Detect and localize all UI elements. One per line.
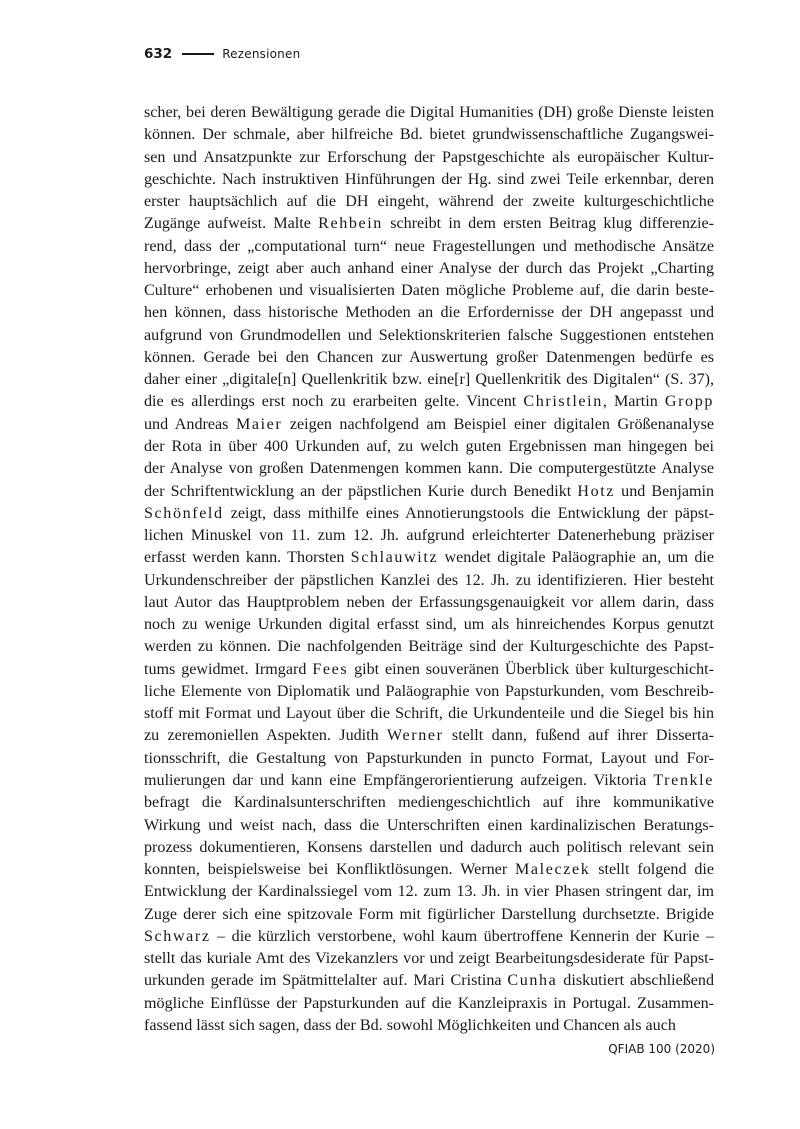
text-line xyxy=(144,859,714,881)
text-segment: die es allerdings erst noch zu erarbeiten gelte. Vincent xyxy=(144,393,524,411)
text-line xyxy=(144,614,714,636)
text-segment: mulierungen dar und kann eine Empfängerorientierung aufzeigen. Viktoria xyxy=(144,771,654,789)
text-segment: tionsschrift, die Gestaltung von Papsturkunden in puncto Format, Layout und For- xyxy=(144,749,714,767)
text-line xyxy=(144,815,714,837)
text-line xyxy=(144,792,714,814)
text-segment: Zuge derer sich eine spitzovale Form mit figürlicher Darstellung durchsetzte. Brigide xyxy=(144,905,714,923)
text-line xyxy=(144,481,714,503)
text-segment: Culture“ erhobenen und visualisierten Daten mögliche Probleme auf, die darin beste- xyxy=(144,282,714,300)
text-segment: lichen Minuskel von 11. zum 12. Jh. aufgrund erleichterter Datenerhebung präziser xyxy=(144,527,714,545)
text-segment: – die kürzlich verstorbene, wohl kaum übertroffene Kennerin der Kurie – xyxy=(210,927,714,945)
text-segment: daher einer „digitale[n] Quellenkritik bzw. eine[r] Quellenkritik des Digitalen“ (S. 37), xyxy=(144,371,714,389)
text-line xyxy=(144,169,714,191)
text-segment: der Analyse von großen Datenmengen kommen kann. Die computergestützte Analyse xyxy=(144,460,714,478)
text-segment: wendet digitale Paläographie an, um die xyxy=(438,549,714,567)
author-name: Maleczek xyxy=(515,861,591,879)
text-line xyxy=(144,347,714,369)
text-segment: noch zu wenige Urkunden digital erfasst sind, um als hinreichendes Korpus genutzt xyxy=(144,616,714,634)
author-name: Christlein xyxy=(523,393,603,411)
text-line xyxy=(144,703,714,725)
text-line xyxy=(144,391,714,413)
text-segment: erfasst werden kann. Thorsten xyxy=(144,549,351,567)
text-line xyxy=(144,213,714,235)
text-line xyxy=(144,948,714,970)
text-line xyxy=(144,302,714,324)
review-body-text xyxy=(144,102,714,1034)
author-name: Schlauwitz xyxy=(350,549,439,567)
text-line xyxy=(144,458,714,480)
text-segment: geschichte. Nach instruktiven Hinführungen der Hg. sind zwei Teile erkennbar, deren xyxy=(144,170,714,188)
text-line xyxy=(144,191,714,213)
text-segment: der Schriftentwicklung an der päpstlichen Kurie durch Benedikt xyxy=(144,482,578,500)
text-segment: können. Der schmale, aber hilfreiche Bd. bietet grundwissenschaftliche Zugangswei- xyxy=(144,126,714,144)
text-line xyxy=(144,1015,714,1037)
text-segment: und Andreas xyxy=(144,415,236,433)
header-rule xyxy=(182,53,214,55)
author-name: Fees xyxy=(312,660,349,678)
text-segment: , Martin xyxy=(602,393,665,411)
text-segment: hervorbringe, zeigt aber auch anhand einer Analyse der durch das Projekt „Charting xyxy=(144,259,714,277)
author-name: Werner xyxy=(387,727,444,745)
text-line xyxy=(144,280,714,302)
text-segment: Zugänge aufweist. Malte xyxy=(144,215,319,233)
text-line xyxy=(144,369,714,391)
text-segment: werden zu können. Die nachfolgenden Beiträge sind der Kulturgeschichte des Papst- xyxy=(144,638,714,656)
text-segment: können. Gerade bei den Chancen zur Auswertung großer Datenmengen bedürfe es xyxy=(144,348,714,366)
text-segment: schreibt in dem ersten Beitrag klug differenzie- xyxy=(382,215,714,233)
text-line xyxy=(144,547,714,569)
text-segment: hen können, dass historische Methoden an die Erfordernisse der DH angepasst und xyxy=(144,304,714,322)
text-line xyxy=(144,414,714,436)
text-line xyxy=(144,993,714,1015)
journal-footer: QFIAB 100 (2020) xyxy=(608,1042,715,1056)
text-segment: zeigen nachfolgend am Beispiel einer digitalen Größenanalyse xyxy=(282,415,714,433)
text-line xyxy=(144,592,714,614)
text-segment: Urkundenschreiber der päpstlichen Kanzlei des 12. Jh. zu identifizieren. Hier besteht xyxy=(144,571,714,589)
author-name: Trenkle xyxy=(653,771,714,789)
text-segment: gibt einen souveränen Überblick über kulturgeschicht- xyxy=(348,660,714,678)
text-segment: aufgrund von Grundmodellen und Selektionskriterien falsche Suggestionen entstehen xyxy=(144,326,714,344)
text-line xyxy=(144,681,714,703)
author-name: Cunha xyxy=(507,972,558,990)
text-segment: liche Elemente von Diplomatik und Paläographie von Papsturkunden, vom Beschreib- xyxy=(144,682,714,700)
text-line xyxy=(144,659,714,681)
author-name: Hotz xyxy=(577,482,616,500)
text-segment: fassend lässt sich sagen, dass der Bd. sowohl Möglichkeiten und Chancen als auch xyxy=(144,1016,676,1034)
text-line xyxy=(144,436,714,458)
text-line xyxy=(144,970,714,992)
section-title: Rezensionen xyxy=(222,47,301,61)
text-segment: der Rota in über 400 Urkunden auf, zu welch guten Ergebnissen man hingegen bei xyxy=(144,437,714,455)
author-name: Maier xyxy=(235,415,283,433)
text-line xyxy=(144,770,714,792)
text-segment: scher, bei deren Bewältigung gerade die Digital Humanities (DH) große Dienste leisten xyxy=(144,104,714,121)
text-segment: und Benjamin xyxy=(615,482,714,500)
text-segment: Entwicklung der Kardinalssiegel vom 12. zum 13. Jh. in vier Phasen stringent dar, im xyxy=(144,883,714,901)
text-segment: zeigt, dass mithilfe eines Annotierungstools die Entwicklung der päpst- xyxy=(223,504,714,522)
text-line xyxy=(144,748,714,770)
text-segment: stoff mit Format und Layout über die Schrift, die Urkundenteile und die Siegel bis hin xyxy=(144,705,714,723)
text-line xyxy=(144,837,714,859)
text-line xyxy=(144,124,714,146)
text-segment: Wirkung und weist nach, dass die Unterschriften einen kardinalizischen Beratungs- xyxy=(144,816,714,834)
text-segment: prozess dokumentieren, Konsens darstellen und dadurch auch politisch relevant sein xyxy=(144,838,714,856)
author-name: Schönfeld xyxy=(144,504,224,522)
text-line xyxy=(144,525,714,547)
text-line xyxy=(144,926,714,948)
text-line xyxy=(144,258,714,280)
text-segment: befragt die Kardinalsunterschriften mediengeschichtlich auf ihre kommunikative xyxy=(144,794,714,812)
page-number: 632 xyxy=(144,46,173,62)
text-line xyxy=(144,725,714,747)
text-line xyxy=(144,636,714,658)
text-segment: konnten, beispielsweise bei Konfliktlösungen. Werner xyxy=(144,861,516,879)
text-segment: diskutiert abschließend xyxy=(557,972,714,990)
text-segment: stellt dann, fußend auf ihrer Disserta- xyxy=(443,727,714,745)
text-line xyxy=(144,102,714,124)
author-name: Gropp xyxy=(664,393,714,411)
text-segment: mögliche Einflüsse der Papsturkunden auf die Kanzleipraxis in Portugal. Zusammen- xyxy=(144,994,714,1012)
text-line xyxy=(144,325,714,347)
text-segment: stellt das kuriale Amt des Vizekanzlers vor und zeigt Bearbeitungsdesiderate für Papst- xyxy=(144,950,714,968)
text-segment: urkunden gerade im Spätmittelalter auf. Mari Cristina xyxy=(144,972,508,990)
text-segment: tums gewidmet. Irmgard xyxy=(144,660,313,678)
text-segment: sen und Ansatzpunkte zur Erforschung der Papstgeschichte als europäischer Kultur- xyxy=(144,148,714,166)
running-header xyxy=(144,44,714,64)
text-line xyxy=(144,147,714,169)
text-segment: rend, dass der „computational turn“ neue Fragestellungen und methodische Ansätze xyxy=(144,237,714,255)
text-segment: stellt folgend die xyxy=(590,861,714,879)
text-line xyxy=(144,881,714,903)
text-line xyxy=(144,904,714,926)
text-segment: zu zeremoniellen Aspekten. Judith xyxy=(144,727,388,745)
text-line xyxy=(144,503,714,525)
text-line xyxy=(144,236,714,258)
author-name: Rehbein xyxy=(318,215,383,233)
text-segment: laut Autor das Hauptproblem neben der Erfassungsgenauigkeit vor allem darin, dass xyxy=(144,593,714,611)
author-name: Schwarz xyxy=(144,927,211,945)
text-line xyxy=(144,570,714,592)
text-segment: erster hauptsächlich auf die DH eingeht, während der zweite kulturgeschichtliche xyxy=(144,193,714,211)
